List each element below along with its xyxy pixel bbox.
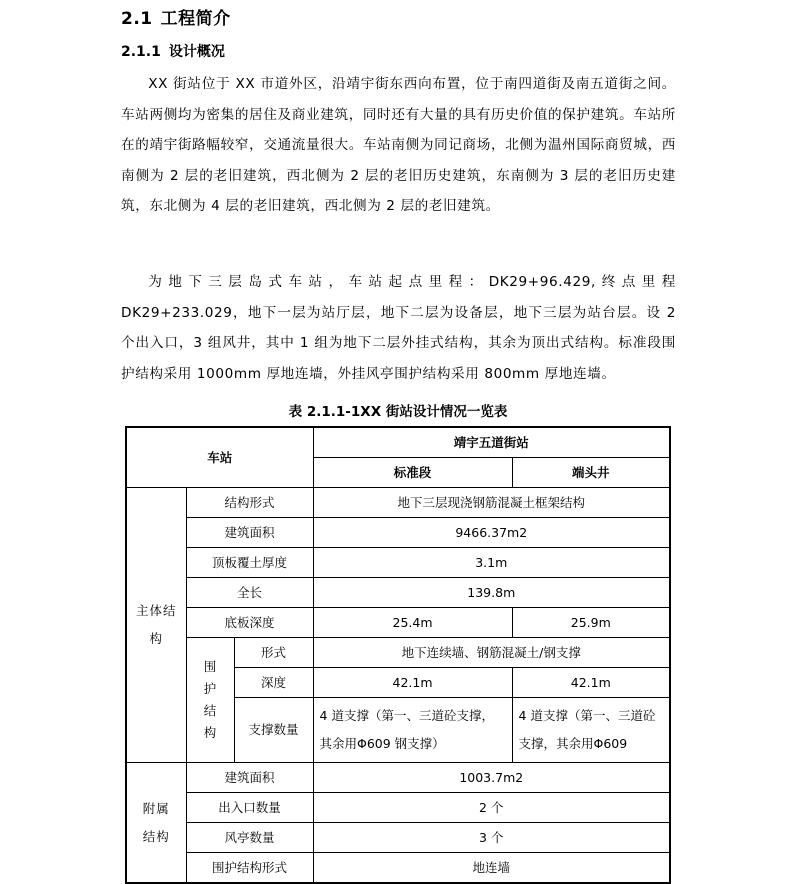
row-value: 139.8m <box>313 578 670 608</box>
row-value-end: 42.1m <box>512 668 670 698</box>
table-row <box>126 793 670 823</box>
table-row <box>126 518 670 548</box>
table-caption: 表 2.1.1-1XX 街站设计情况一览表 <box>288 404 508 420</box>
row-label: 风亭数量 <box>186 823 313 853</box>
row-value-standard: 25.4m <box>313 608 512 638</box>
table-header-row <box>126 427 670 458</box>
row-value-standard: 42.1m <box>313 668 512 698</box>
row-label: 出入口数量 <box>186 793 313 823</box>
table-row <box>126 823 670 853</box>
group-retaining-label: 围护结构 <box>203 659 217 740</box>
table-row <box>126 578 670 608</box>
subsection-heading <box>121 41 225 61</box>
table-row <box>126 548 670 578</box>
row-label: 底板深度 <box>186 608 313 638</box>
table-row <box>126 488 670 518</box>
row-value: 地下连续墙、钢筋混凝土/钢支撑 <box>313 638 670 668</box>
table-row <box>126 853 670 884</box>
row-label: 结构形式 <box>186 488 313 518</box>
row-label: 形式 <box>234 638 313 668</box>
row-label: 建筑面积 <box>186 763 313 793</box>
row-value: 3.1m <box>313 548 670 578</box>
row-label: 支撑数量 <box>234 698 313 763</box>
paragraph-location: XX 街站位于 XX 市道外区，沿靖宇街东西向布置，位于南四道街及南五道街之间。车站两侧均为密集的居住及商业建筑，同时还有大量的具有历史价值的保护建筑。车站所在的靖宇街路幅较窄，交通流量很大。车站南侧为同记商场，北侧为温州国际商贸城，西南侧为 2 层的老旧建筑，西北侧为 2 层的老旧历史建筑，东南侧为 3 层的老旧历史建筑，东北侧为 4 层的老旧建筑，西北侧为 2 层的老旧建筑。 <box>121 76 676 214</box>
group-retaining-structure <box>186 638 234 763</box>
row-label: 全长 <box>186 578 313 608</box>
group-auxiliary-structure <box>126 763 186 884</box>
subsection-number: 2.1.1 <box>121 44 161 60</box>
paragraph-structure: 为地下三层岛式车站，车站起点里程：DK29+96.429,终点里程 DK29+233.029，地下一层为站厅层，地下二层为设备层，地下三层为站台层。设 2 个出入口，3 组风井，其中 1 组为地下二层外挂式结构，其余为顶出式结构。标准段围护结构采用 1000mm 厚地连墙，外挂风亭围护结构采用 800mm 厚地连墙。 <box>121 274 676 382</box>
row-value: 地下三层现浇钢筋混凝土框架结构 <box>313 488 670 518</box>
table-row <box>126 608 670 638</box>
header-standard-section: 标准段 <box>313 458 512 488</box>
row-label: 深度 <box>234 668 313 698</box>
group-main-structure: 主体结构 <box>126 488 186 763</box>
row-label: 建筑面积 <box>186 518 313 548</box>
table-row <box>126 638 670 668</box>
header-station-name: 靖宇五道街站 <box>313 427 670 458</box>
header-station: 车站 <box>126 427 313 488</box>
row-value: 2 个 <box>313 793 670 823</box>
table-row <box>126 763 670 793</box>
row-value: 1003.7m2 <box>313 763 670 793</box>
header-end-well: 端头井 <box>512 458 670 488</box>
row-value: 3 个 <box>313 823 670 853</box>
subsection-title: 设计概况 <box>168 44 225 60</box>
row-label: 围护结构形式 <box>186 853 313 884</box>
row-label: 顶板覆土厚度 <box>186 548 313 578</box>
row-value-standard: 4 道支撑（第一、三道砼支撑，其余用Φ609 钢支撑） <box>313 698 512 763</box>
design-summary-table <box>125 426 671 884</box>
section-heading <box>121 4 231 29</box>
section-number: 2.1 <box>121 9 153 29</box>
section-title: 工程简介 <box>160 9 231 29</box>
row-value-end: 4 道支撑（第一、三道砼支撑，其余用Φ609 <box>512 698 670 763</box>
row-value: 9466.37m2 <box>313 518 670 548</box>
row-value: 地连墙 <box>313 853 670 884</box>
row-value-end: 25.9m <box>512 608 670 638</box>
group-auxiliary-label: 附属结构 <box>142 800 170 844</box>
